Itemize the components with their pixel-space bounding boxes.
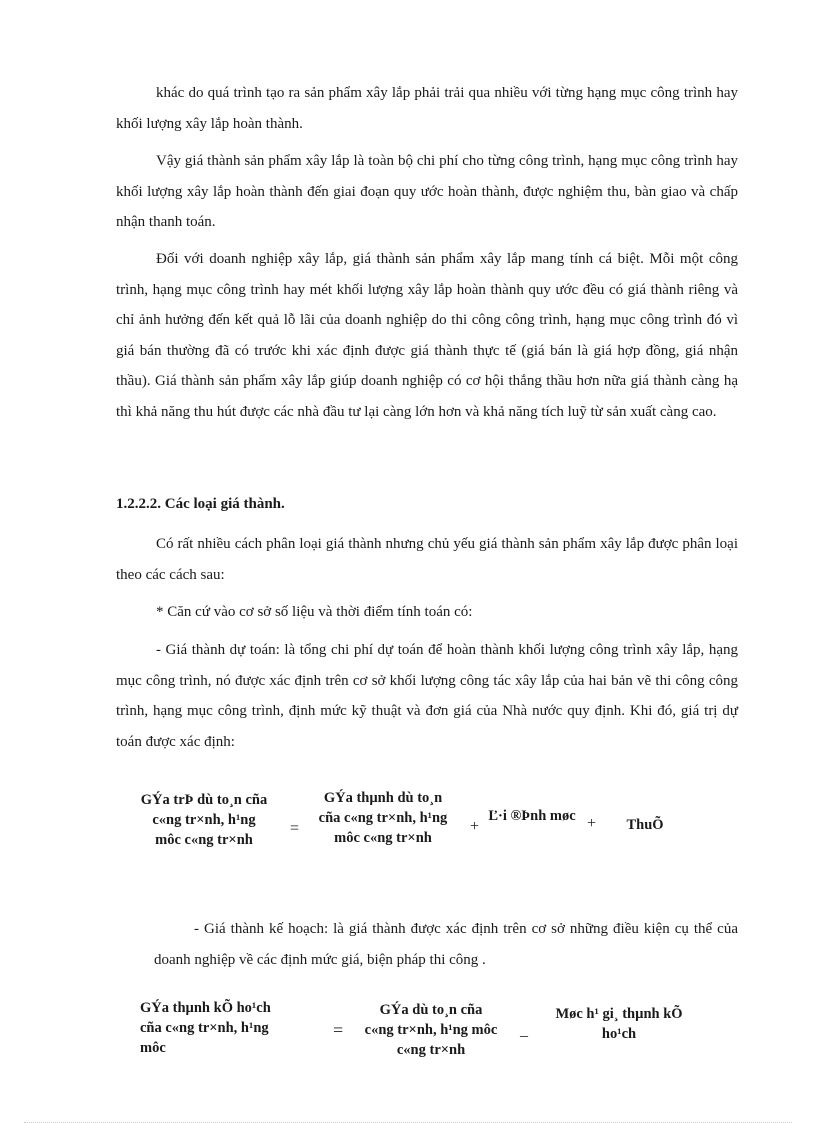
paragraph-1: khác do quá trình tạo ra sản phẩm xây lắp phải trải qua nhiều với từng hạng mục công trình hay khối lượng xây lắp hoàn thành. <box>116 85 738 132</box>
formula-2-term-1: GÝa dù to¸n cña c«ng tr×nh, h¹ng môc c«ng tr×nh <box>364 1002 498 1058</box>
formula-1-term-2: Ľ·i ®Þnh møc <box>488 808 576 824</box>
paragraph-4: Có rất nhiều cách phân loại giá thành nhưng chủ yếu giá thành sản phẩm xây lắp được phân loại theo các cách sau: <box>116 536 738 583</box>
paragraph-7: - Giá thành kế hoạch: là giá thành được xác định trên cơ sở những điều kiện cụ thể của doanh nghiệp về các định mức giá, biện pháp thi công . <box>154 921 738 968</box>
formula-1-equals: = <box>290 820 300 837</box>
formula-1-lhs: GÝa trÞ dù to¸n cña c«ng tr×nh, h¹ng môc c«ng tr×nh <box>140 792 268 848</box>
formula-1-term-1: GÝa thµnh dù to¸n cña c«ng tr×nh, h¹ng môc c«ng tr×nh <box>318 790 448 846</box>
formula-2-minus: _ <box>520 1022 528 1039</box>
formula-1-plus-2: + <box>587 815 597 832</box>
formula-2-term-2: Møc h¹ gi¸ thµnh kÕ ho¹ch <box>555 1006 683 1042</box>
paragraph-2: Vậy giá thành sản phẩm xây lắp là toàn bộ chi phí cho từng công trình, hạng mục công trình hay khối lượng xây lắp hoàn thành đến giai đoạn quy ước hoàn thành, được nghiệm thu, bàn giao và chấp nhận thanh toán. <box>116 153 738 230</box>
formula-2-lhs: GÝa thµnh kÕ ho¹ch cña c«ng tr×nh, h¹ng môc <box>140 1000 271 1056</box>
paragraph-5: * Căn cứ vào cơ sở số liệu và thời điểm tính toán có: <box>156 604 473 620</box>
section-heading: 1.2.2.2. Các loại giá thành. <box>116 496 285 512</box>
formula-1-plus-1: + <box>470 818 480 835</box>
formula-2-equals: = <box>333 1020 344 1040</box>
paragraph-6: - Giá thành dự toán: là tổng chi phí dự toán để hoàn thành khối lượng công trình xây lắp, hạng mục công trình, nó được xác định trên cơ sở khối lượng công tác xây lắp của hai bản vẽ thi công công trình, hạng mục công trình, định mức kỹ thuật và đơn giá của Nhà nước quy định. Khi đó, giá trị dự toán được xác định: <box>116 642 738 750</box>
formula-1-term-3: ThuÕ <box>626 817 664 833</box>
paragraph-3: Đối với doanh nghiệp xây lắp, giá thành sản phẩm xây lắp mang tính cá biệt. Mỗi một công trình, hạng mục công trình hay mét khối lượng xây lắp hoàn thành quy ước đều có giá thành riêng và chỉ ảnh hưởng đến kết quả lỗ lãi của doanh nghiệp do thi công công trình, hạng mục công trình đó vì giá bán thường đã có trước khi xác định được giá thành thực tế (giá bán là giá hợp đồng, giá nhận thầu). Giá thành sản phẩm xây lắp giúp doanh nghiệp có cơ hội thắng thầu hơn nữa giá thành càng hạ thì khả năng thu hút được các nhà đầu tư lại càng lớn hơn và khả năng tích luỹ từ sản xuất càng cao. <box>116 251 738 420</box>
